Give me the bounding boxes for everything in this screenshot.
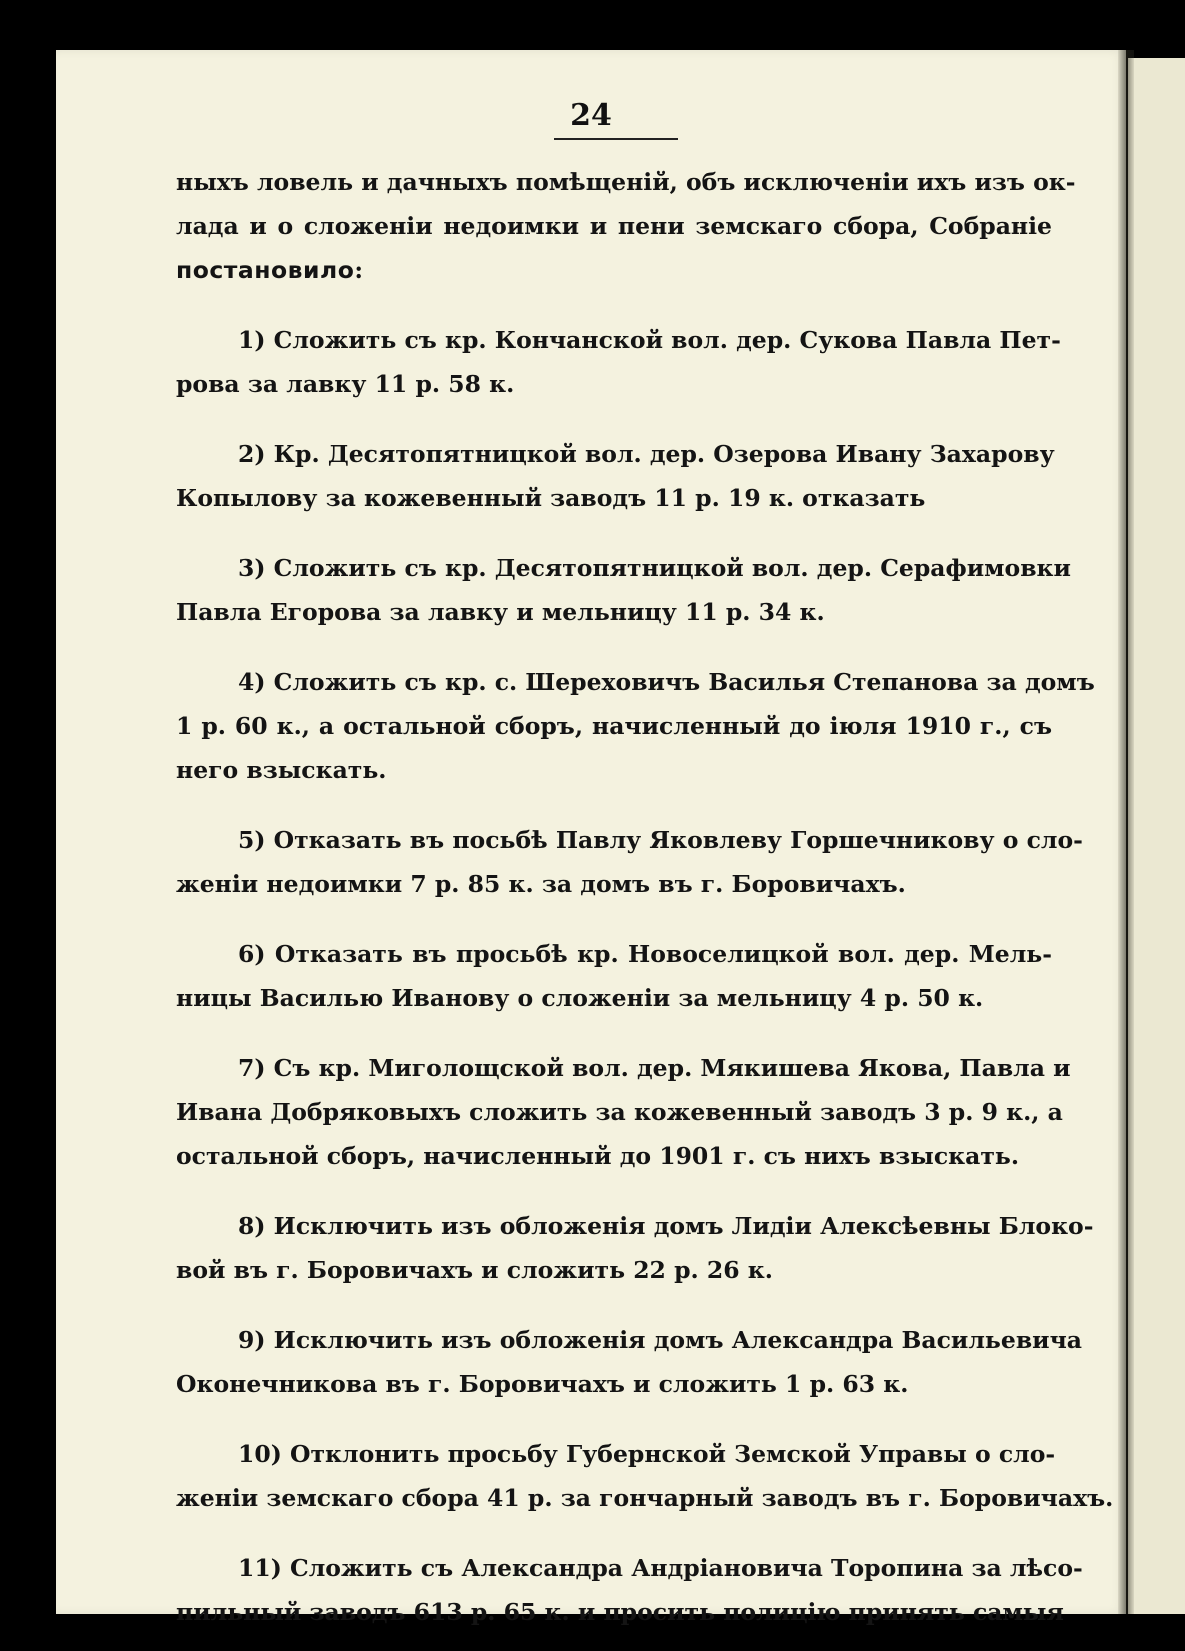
text-line: пильный заводъ 613 р. 65 к. и просить полицію принять самыя <box>176 1598 1064 1626</box>
page-number-rule <box>554 138 678 140</box>
text-line: 1) Сложить съ кр. Кончанской вол. дер. Сукова Павла Пет- <box>238 326 1061 354</box>
text-line: ныхъ ловель и дачныхъ помѣщеній, объ исключеніи ихъ изъ ок- <box>176 168 1076 196</box>
text-line: Павла Егорова за лавку и мельницу 11 р. 34 к. <box>176 598 825 626</box>
page-number: 24 <box>570 98 612 133</box>
decree-colon: : <box>354 256 364 284</box>
text-line: него взыскать. <box>176 756 387 784</box>
text-line: 9) Исключить изъ обложенія домъ Александра Васильевича <box>238 1326 1083 1354</box>
text-line: 6) Отказать въ просьбѣ кр. Новоселицкой вол. дер. Мель- <box>238 940 1052 968</box>
text-line: женіи земскаго сбора 41 р. за гончарный заводъ въ г. Боровичахъ. <box>176 1484 1114 1512</box>
list-item <box>176 318 1061 406</box>
text-line: вой въ г. Боровичахъ и сложить 22 р. 26 к. <box>176 1256 773 1284</box>
text-line <box>176 248 1052 292</box>
list-item <box>176 546 1071 634</box>
document-page <box>56 50 1126 1626</box>
list-item <box>176 1204 1094 1292</box>
binding-gutter <box>1118 50 1134 1614</box>
text-line: 4) Сложить съ кр. с. Шереховичъ Василья Степанова за домъ <box>238 668 1095 696</box>
list-item <box>176 1318 1083 1406</box>
list-item <box>176 932 1052 1020</box>
text-line: 8) Исключить изъ обложенія домъ Лидіи Алексѣевны Блоко- <box>238 1212 1094 1240</box>
list-item <box>176 1546 1083 1634</box>
text-line: рова за лавку 11 р. 58 к. <box>176 370 515 398</box>
text-line: Ивана Добряковыхъ сложить за кожевенный заводъ 3 р. 9 к., а <box>176 1098 1063 1126</box>
page-text <box>176 160 1114 1651</box>
adjacent-page-edge <box>1128 58 1185 1614</box>
text-line: лада и о сложеніи недоимки и пени земскаго сбора, Собраніе <box>176 212 1052 240</box>
text-line: Копылову за кожевенный заводъ 11 р. 19 к. отказать <box>176 484 926 512</box>
text-line: остальной сборъ, начисленный до 1901 г. съ нихъ взыскать. <box>176 1142 1020 1170</box>
text-line: 7) Съ кр. Миголощской вол. дер. Мякишева Якова, Павла и <box>238 1054 1071 1082</box>
text-line: 5) Отказать въ посьбѣ Павлу Яковлеву Горшечникову о сло- <box>238 826 1083 854</box>
text-line: 11) Сложить съ Александра Андріановича Торопина за лѣсо- <box>238 1554 1083 1582</box>
text-line: ницы Василью Иванову о сложеніи за мельницу 4 р. 50 к. <box>176 984 984 1012</box>
list-item <box>176 1432 1114 1520</box>
text-line: женіи недоимки 7 р. 85 к. за домъ въ г. Боровичахъ. <box>176 870 906 898</box>
text-line: 1 р. 60 к., а остальной сборъ, начисленный до іюля 1910 г., съ <box>176 712 1052 740</box>
list-item <box>176 432 1055 520</box>
text-line: 3) Сложить съ кр. Десятопятницкой вол. дер. Серафимовки <box>238 554 1071 582</box>
list-item <box>176 818 1083 906</box>
list-item <box>176 1046 1071 1178</box>
intro-paragraph <box>176 160 1076 292</box>
text-line: 10) Отклонить просьбу Губернской Земской Управы о сло- <box>238 1440 1056 1468</box>
decree-word: постановило <box>176 256 355 284</box>
text-line: 2) Кр. Десятопятницкой вол. дер. Озерова Ивану Захарову <box>238 440 1055 468</box>
text-line: Оконечникова въ г. Боровичахъ и сложить 1 р. 63 к. <box>176 1370 909 1398</box>
list-item <box>176 660 1095 792</box>
